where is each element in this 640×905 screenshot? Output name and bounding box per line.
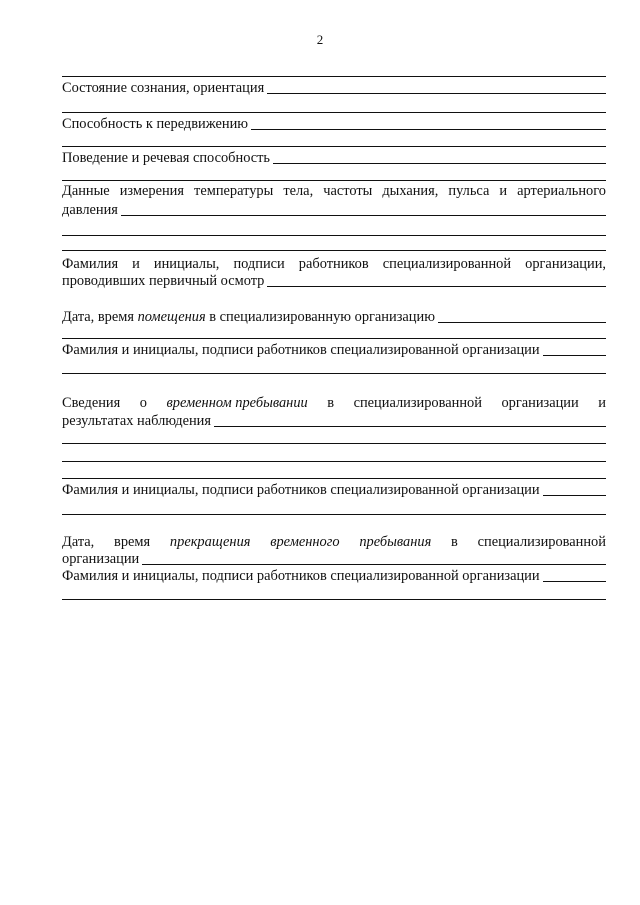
rule-line: [62, 146, 606, 147]
field-label: Фамилия и инициалы, подписи работников специализированной организации: [62, 482, 540, 498]
rule-line: [62, 112, 606, 113]
field-measurements: [62, 202, 606, 219]
field-label: Способность к передвижению: [62, 116, 249, 132]
field-label: давления: [62, 202, 118, 218]
field-label: результатах наблюдения: [62, 413, 212, 429]
answer-line[interactable]: [438, 322, 606, 323]
rule-line: [62, 338, 606, 339]
rule-line: [62, 235, 606, 236]
field-end-label: Дата, время прекращения временного пребывания в специализированной: [62, 534, 606, 550]
answer-line[interactable]: [214, 426, 606, 427]
answer-line[interactable]: [251, 129, 606, 130]
answer-line[interactable]: [142, 564, 606, 565]
answer-line[interactable]: [543, 495, 606, 496]
rule-line: [62, 599, 606, 600]
answer-line[interactable]: [543, 581, 606, 582]
field-stay: [62, 413, 606, 430]
field-staff-signature-1: [62, 342, 606, 359]
field-exam-staff: [62, 273, 606, 290]
field-end: [62, 551, 606, 568]
field-label: Фамилия и инициалы, подписи работников специализированной организации: [62, 342, 540, 358]
field-consciousness: [62, 80, 606, 97]
rule-line: [62, 180, 606, 181]
rule-line: [62, 250, 606, 251]
rule-line: [62, 478, 606, 479]
field-staff-signature-3: [62, 568, 606, 585]
field-behavior: [62, 150, 606, 167]
rule-line: [62, 373, 606, 374]
field-staff-signature-2: [62, 482, 606, 499]
rule-line: [62, 461, 606, 462]
rule-line: [62, 76, 606, 77]
field-stay-label: Сведения о временном пребывании в специализированной организации и: [62, 395, 606, 411]
field-exam-staff-label: Фамилия и инициалы, подписи работников специализированной организации,: [62, 256, 606, 272]
field-label: Поведение и речевая способность: [62, 150, 270, 166]
answer-line[interactable]: [267, 286, 606, 287]
field-label: Дата, время помещения в специализированную организацию: [62, 309, 435, 325]
field-measurements-label: Данные измерения температуры тела, частоты дыхания, пульса и артериального: [62, 183, 606, 199]
field-label: Состояние сознания, ориентация: [62, 80, 265, 96]
field-mobility: [62, 116, 606, 133]
page-number: 2: [316, 32, 324, 47]
field-label: организации: [62, 551, 140, 567]
rule-line: [62, 514, 606, 515]
field-placement: [62, 309, 606, 326]
rule-line: [62, 443, 606, 444]
field-label: Фамилия и инициалы, подписи работников специализированной организации: [62, 568, 540, 584]
field-label: проводивших первичный осмотр: [62, 273, 265, 289]
answer-line[interactable]: [267, 93, 606, 94]
answer-line[interactable]: [121, 215, 606, 216]
answer-line[interactable]: [273, 163, 606, 164]
answer-line[interactable]: [543, 355, 606, 356]
